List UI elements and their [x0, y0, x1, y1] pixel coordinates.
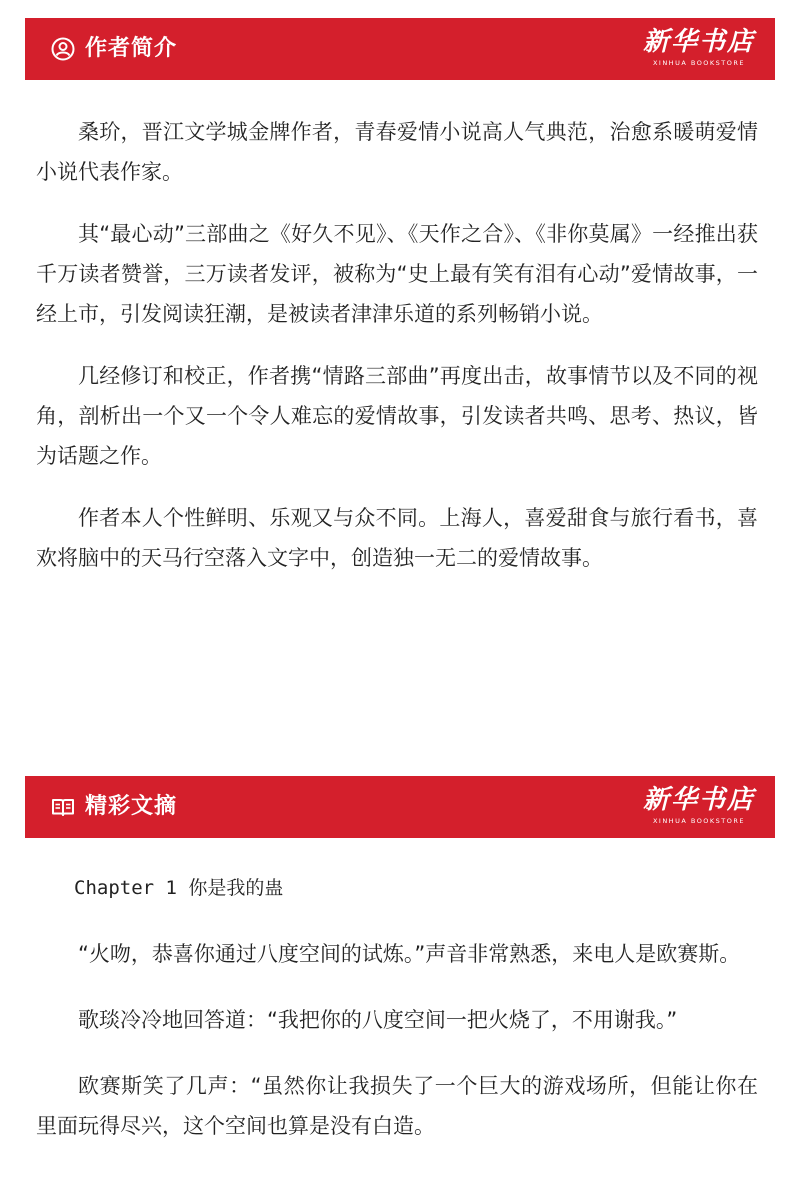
user-circle-icon — [51, 37, 75, 61]
paragraph: 歌琰冷冷地回答道：“我把你的八度空间一把火烧了，不用谢我。” — [78, 1008, 678, 1032]
xinhua-logo — [643, 26, 755, 74]
paragraph: 其“最心动”三部曲之《好久不见》、《天作之合》、《非你莫属》一经推出获千万读者赞誉，三万读者发评，被称为“史上最有笑有泪有心动”爱情故事，一经上市，引发阅读狂潮，是被读者津津乐道的系列畅销小说。 — [36, 222, 758, 326]
paragraph: 欧赛斯笑了几声：“虽然你让我损失了一个巨大的游戏场所，但能让你在里面玩得尽兴，这个空间也算是没有白造。 — [36, 1074, 758, 1138]
logo-text-en: XINHUA BOOKSTORE — [652, 817, 746, 825]
logo-text-cn: 新华书店 — [643, 785, 756, 815]
author-section-header — [25, 18, 775, 80]
section-title: 精彩文摘 — [85, 794, 178, 819]
xinhua-logo — [643, 784, 755, 832]
logo-text-cn: 新华书店 — [643, 27, 756, 57]
logo-text-en: XINHUA BOOKSTORE — [652, 59, 746, 67]
chapter-heading: Chapter 1 你是我的蛊 — [74, 877, 284, 899]
paragraph: 作者本人个性鲜明、乐观又与众不同。上海人，喜爱甜食与旅行看书，喜欢将脑中的天马行空落入文字中，创造独一无二的爱情故事。 — [36, 506, 758, 570]
author-bio — [36, 112, 758, 600]
section-title: 作者简介 — [85, 36, 178, 61]
paragraph: 几经修订和校正，作者携“情路三部曲”再度出击，故事情节以及不同的视角，剖析出一个又一个令人难忘的爱情故事，引发读者共鸣、思考、热议，皆为话题之作。 — [36, 364, 758, 468]
open-book-icon — [51, 795, 75, 819]
excerpt-section-header — [25, 776, 775, 838]
excerpt-text — [36, 868, 758, 1172]
paragraph: 桑玠，晋江文学城金牌作者，青春爱情小说高人气典范，治愈系暖萌爱情小说代表作家。 — [36, 120, 758, 184]
paragraph: “火吻，恭喜你通过八度空间的试炼。”声音非常熟悉，来电人是欧赛斯。 — [78, 942, 741, 966]
